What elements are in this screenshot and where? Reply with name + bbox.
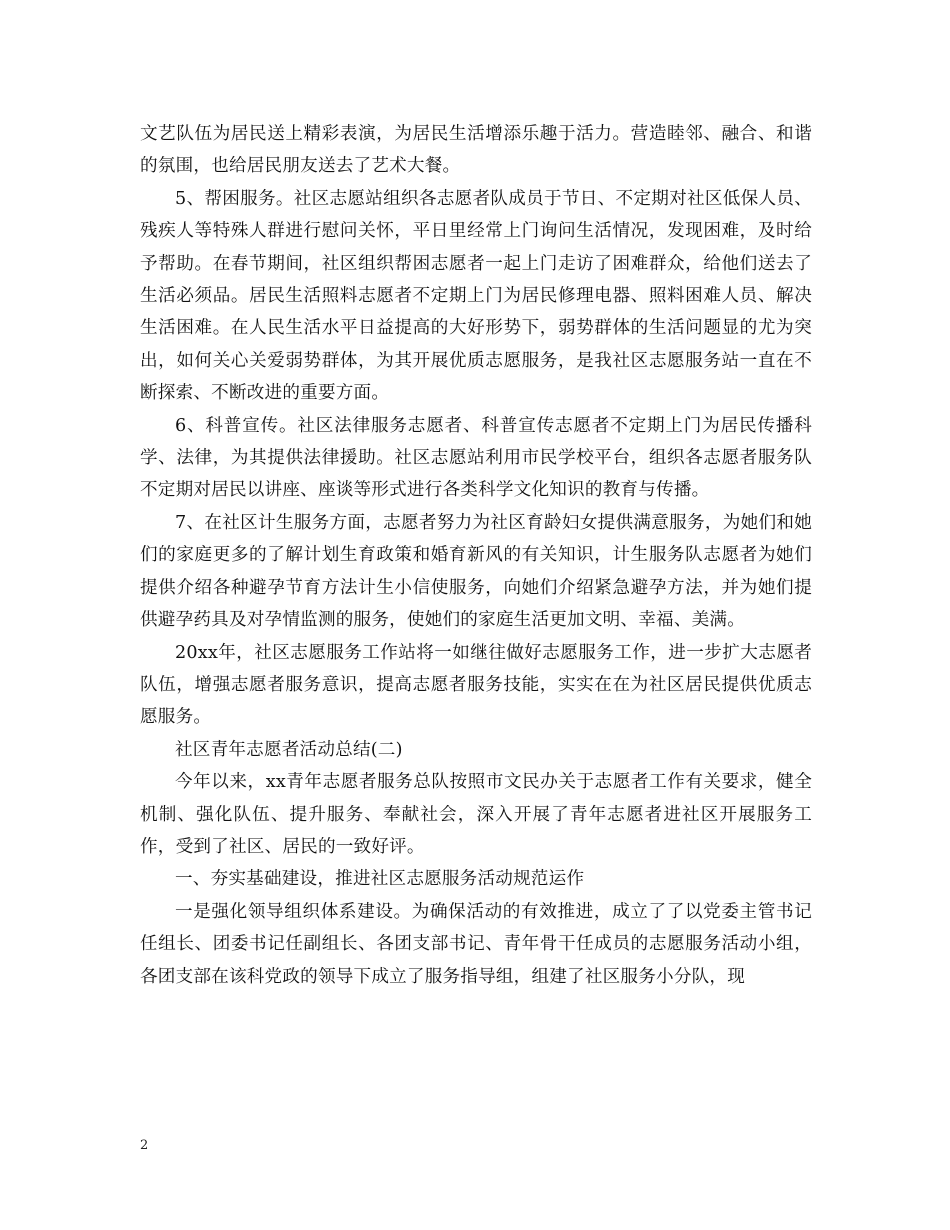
section-title: 社区青年志愿者活动总结(二) — [175, 739, 403, 760]
paragraph-leadership: 一是强化领导组织体系建设。为确保活动的有效推进，成立了了以党委主管书记任组长、团委书记任副组长、各团支部书记、青年骨干任成员的志愿服务活动小组，各团支部在该科党政的领导下成立了服务指导组，组建了社区服务小分队，现 — [140, 901, 812, 987]
paragraph-continuation: 文艺队伍为居民送上精彩表演，为居民生活增添乐趣于活力。营造睦邻、融合、和谐的氛围，也给居民朋友送去了艺术大餐。 — [140, 124, 812, 177]
section-heading-1: 一、夯实基础建设，推进社区志愿服务活动规范运作 — [175, 869, 585, 890]
paragraph-intro: 今年以来，xx青年志愿者服务总队按照市文民办关于志愿者工作有关要求，健全机制、强化队伍、提升服务、奉献社会，深入开展了青年志愿者进社区开展服务工作，受到了社区、居民的一致好评。 — [140, 772, 812, 857]
paragraph-year-plan: 20xx年，社区志愿服务工作站将一如继往做好志愿服务工作，进一步扩大志愿者队伍，增强志愿者服务意识，提高志愿者服务技能，实实在在为社区居民提供优质志愿服务。 — [140, 642, 812, 728]
document-body — [140, 118, 812, 993]
paragraph-item-7-family-planning: 7、在社区计生服务方面，志愿者努力为社区育龄妇女提供满意服务，为她们和她们的家庭更多的了解计划生育政策和婚育新风的有关知识，计生服务队志愿者为她们提供介绍各种避孕节育方法计生小信使服务，向她们介绍紧急避孕方法，并为她们提供避孕药具及对孕情监测的服务，使她们的家庭生活更加文明、幸福、美满。 — [140, 512, 812, 631]
page-number: 2 — [140, 1138, 149, 1153]
paragraph-item-6-science-promotion: 6、科普宣传。社区法律服务志愿者、科普宣传志愿者不定期上门为居民传播科学、法律，为其提供法律援助。社区志愿站利用市民学校平台，组织各志愿者服务队不定期对居民以讲座、座谈等形式进行各类科学文化知识的教育与传播。 — [140, 415, 812, 501]
paragraph-item-5-poverty-aid: 5、帮困服务。社区志愿站组织各志愿者队成员于节日、不定期对社区低保人员、残疾人等特殊人群进行慰问关怀，平日里经常上门询问生活情况，发现困难，及时给予帮助。在春节期间，社区组织帮困志愿者一起上门走访了困难群众，给他们送去了生活必须品。居民生活照料志愿者不定期上门为居民修理电器、照料困难人员、解决生活困难。在人民生活水平日益提高的大好形势下，弱势群体的生活问题显的尤为突出，如何关心关爱弱势群体，为其开展优质志愿服务，是我社区志愿服务站一直在不断探索、不断改进的重要方面。 — [140, 188, 812, 404]
